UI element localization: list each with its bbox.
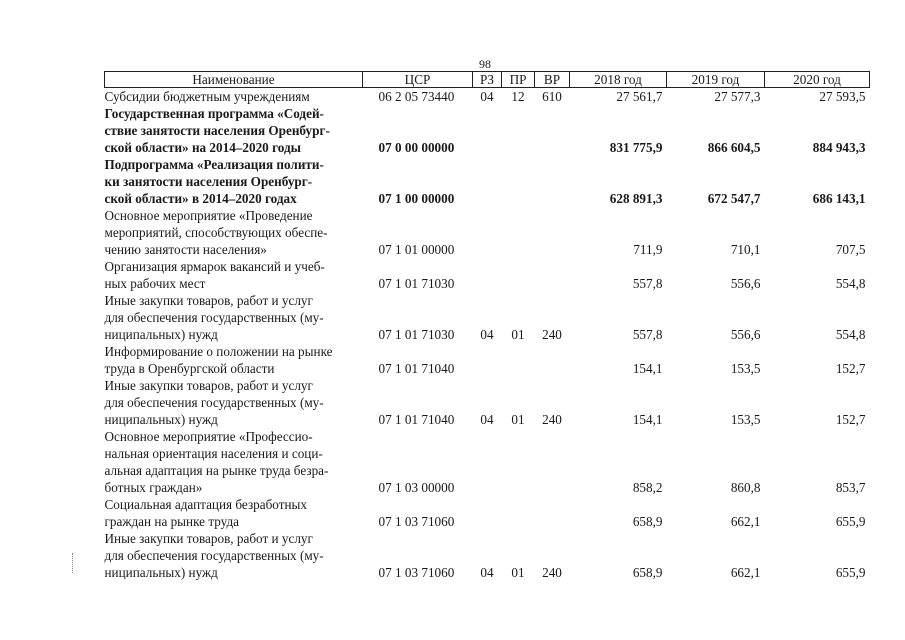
table-row: [105, 258, 870, 292]
row-2020: 554,8: [835, 327, 866, 342]
header-vr: ВР: [535, 72, 570, 88]
row-2018: 858,2: [632, 480, 663, 495]
row-vr: [535, 496, 570, 530]
row-2020: 655,9: [835, 514, 866, 529]
table-row: [105, 343, 870, 377]
row-name-line: ниципальных) нужд: [104, 565, 218, 580]
row-rz: [473, 343, 502, 377]
row-2018: 658,9: [632, 514, 663, 529]
row-rz: [473, 207, 502, 258]
row-csr: 07 1 01 00000: [378, 242, 455, 257]
header-name: Наименование: [105, 72, 363, 88]
row-pr: 01: [511, 565, 525, 580]
row-name-line: Организация ярмарок вакансий и учеб-: [104, 259, 325, 274]
row-name-line: Иные закупки товаров, работ и услуг: [104, 531, 313, 546]
row-2020: 707,5: [835, 242, 866, 257]
row-name: [105, 156, 363, 207]
row-name: [105, 258, 363, 292]
table-header: [105, 72, 870, 88]
row-2018: 154,1: [632, 361, 663, 376]
row-2019: 153,5: [730, 412, 761, 427]
row-2019: 662,1: [730, 514, 761, 529]
row-pr: [502, 496, 535, 530]
row-name: [105, 428, 363, 496]
row-name: [105, 377, 363, 428]
row-name-line: для обеспечения государственных (му-: [104, 548, 324, 563]
row-name-line: ниципальных) нужд: [104, 327, 218, 342]
row-rz: 04: [480, 565, 494, 580]
row-vr: 240: [542, 565, 562, 580]
row-2019: 153,5: [730, 361, 761, 376]
table-row: [105, 530, 870, 581]
row-name-line: Государственная программа «Содей-: [104, 106, 324, 121]
header-2019: 2019 год: [667, 72, 765, 88]
row-name-line: для обеспечения государственных (му-: [104, 395, 324, 410]
row-name-line: Основное мероприятие «Профессио-: [104, 429, 313, 444]
row-2018: 154,1: [632, 412, 663, 427]
row-2018: 557,8: [632, 327, 663, 342]
row-csr: 07 1 01 71030: [378, 327, 455, 342]
row-pr: 01: [511, 412, 525, 427]
table-row: [105, 428, 870, 496]
row-2019: 710,1: [730, 242, 761, 257]
row-name-line: чению занятости населения»: [104, 242, 267, 257]
row-name-line: мероприятий, способствующих обеспе-: [104, 225, 328, 240]
row-2018: 658,9: [632, 565, 663, 580]
table-row: [105, 156, 870, 207]
row-name-line: Подпрограмма «Реализация полити-: [104, 157, 324, 172]
row-rz: 04: [480, 412, 494, 427]
row-csr: 06 2 05 73440: [378, 89, 455, 104]
header-2018: 2018 год: [570, 72, 667, 88]
row-2020: 554,8: [835, 276, 866, 291]
header-rz: РЗ: [473, 72, 502, 88]
row-rz: [473, 428, 502, 496]
row-name-line: Социальная адаптация безработных: [104, 497, 308, 512]
row-csr: 07 1 01 71040: [378, 361, 455, 376]
row-name: [105, 207, 363, 258]
row-pr: [502, 156, 535, 207]
row-2019: 860,8: [730, 480, 761, 495]
row-name-line: ской области» в 2014–2020 годах: [104, 191, 297, 206]
row-vr: [535, 207, 570, 258]
row-pr: [502, 258, 535, 292]
row-2018: 831 775,9: [609, 140, 663, 155]
row-vr: [535, 343, 570, 377]
row-name-line: для обеспечения государственных (му-: [104, 310, 324, 325]
row-csr: 07 1 03 00000: [378, 480, 455, 495]
row-2020: 686 143,1: [812, 191, 866, 206]
table-row: [105, 207, 870, 258]
row-vr: [535, 428, 570, 496]
row-name: [105, 88, 363, 106]
row-pr: 01: [511, 327, 525, 342]
table-row: [105, 377, 870, 428]
row-2020: 152,7: [835, 361, 866, 376]
row-pr: [502, 428, 535, 496]
row-name-line: ных рабочих мест: [104, 276, 206, 291]
row-name: [105, 343, 363, 377]
row-2018: 557,8: [632, 276, 663, 291]
row-2018: 628 891,3: [609, 191, 663, 206]
row-name-line: Информирование о положении на рынке: [104, 344, 333, 359]
row-rz: [473, 105, 502, 156]
row-name-line: граждан на рынке труда: [104, 514, 240, 529]
row-csr: 07 1 01 71030: [378, 276, 455, 291]
row-vr: 240: [542, 327, 562, 342]
row-2020: 152,7: [835, 412, 866, 427]
row-csr: 07 0 00 00000: [378, 140, 455, 155]
table-row: [105, 88, 870, 106]
header-csr: ЦСР: [363, 72, 473, 88]
budget-table: [104, 71, 870, 581]
row-pr: [502, 207, 535, 258]
row-pr: [502, 343, 535, 377]
row-name-line: Иные закупки товаров, работ и услуг: [104, 378, 313, 393]
row-pr: 12: [511, 89, 525, 104]
header-2020: 2020 год: [765, 72, 870, 88]
row-2020: 27 593,5: [819, 89, 866, 104]
row-2019: 27 577,3: [714, 89, 761, 104]
row-name-line: ниципальных) нужд: [104, 412, 218, 427]
row-vr: [535, 105, 570, 156]
row-2020: 884 943,3: [812, 140, 866, 155]
row-name: [105, 530, 363, 581]
row-2019: 662,1: [730, 565, 761, 580]
row-rz: 04: [480, 327, 494, 342]
row-name-line: ки занятости населения Оренбург-: [104, 174, 313, 189]
row-2020: 655,9: [835, 565, 866, 580]
row-2019: 556,6: [730, 327, 761, 342]
row-2018: 711,9: [633, 242, 663, 257]
row-csr: 07 1 03 71060: [378, 514, 455, 529]
row-rz: [473, 496, 502, 530]
row-2019: 672 547,7: [707, 191, 761, 206]
row-name-line: нальная ориентация населения и соци-: [104, 446, 323, 461]
row-csr: 07 1 00 00000: [378, 191, 455, 206]
row-vr: [535, 258, 570, 292]
page-number: 98: [479, 57, 491, 71]
row-name-line: труда в Оренбургской области: [104, 361, 275, 376]
row-2019: 556,6: [730, 276, 761, 291]
row-name-line: Основное мероприятие «Проведение: [104, 208, 313, 223]
row-name-line: ствие занятости населения Оренбург-: [104, 123, 330, 138]
row-rz: [473, 258, 502, 292]
table-row: [105, 292, 870, 343]
row-vr: 610: [542, 89, 562, 104]
row-csr: 07 1 01 71040: [378, 412, 455, 427]
row-name-line: Иные закупки товаров, работ и услуг: [104, 293, 313, 308]
row-rz: 04: [480, 89, 494, 104]
row-rz: [473, 156, 502, 207]
row-name: [105, 292, 363, 343]
row-2019: 866 604,5: [707, 140, 761, 155]
row-csr: 07 1 03 71060: [378, 565, 455, 580]
table-row: [105, 496, 870, 530]
row-2018: 27 561,7: [616, 89, 663, 104]
row-name: [105, 105, 363, 156]
row-2020: 853,7: [835, 480, 866, 495]
table-body: [105, 88, 870, 582]
row-vr: [535, 156, 570, 207]
row-vr: 240: [542, 412, 562, 427]
row-name-line: ской области» на 2014–2020 годы: [104, 140, 301, 155]
row-name: [105, 496, 363, 530]
row-name-line: ботных граждан»: [104, 480, 203, 495]
row-name-line: альная адаптация на рынке труда безра-: [104, 463, 329, 478]
header-pr: ПР: [502, 72, 535, 88]
scan-mark: [72, 553, 77, 573]
table-row: [105, 105, 870, 156]
row-pr: [502, 105, 535, 156]
row-name-line: Субсидии бюджетным учреждениям: [104, 89, 310, 104]
